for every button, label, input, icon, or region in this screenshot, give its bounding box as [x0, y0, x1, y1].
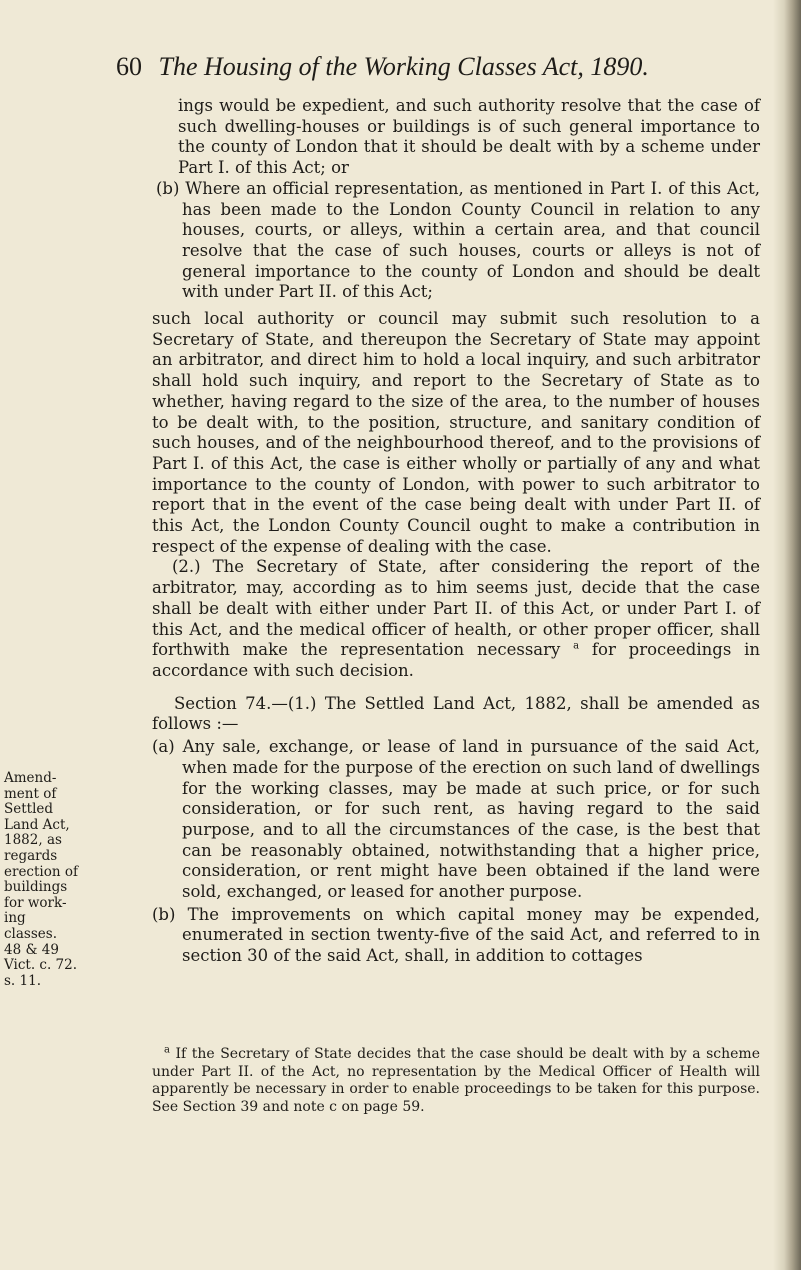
footnote-body: If the Secretary of State decides that the case should be dealt with by a scheme under Part II. of the Act, no representation by the Medical Officer of Health will apparently be necessary in order to enable proceedings to be taken for this purpose. See Section 39 and note c on page 59.: [152, 1046, 760, 1115]
paragraph-2: [152, 557, 760, 681]
side-note-line: Vict. c. 72.: [4, 957, 78, 974]
side-note-line: classes.: [4, 925, 57, 942]
paragraph-2-text-end: for proceedings in accordance with such decision.: [152, 640, 760, 680]
side-note-line: 1882, as: [4, 832, 62, 849]
side-note-line: for work-: [4, 894, 67, 911]
footnote-mark: a: [164, 1044, 170, 1056]
side-note-line: s. 11.: [4, 972, 41, 989]
footnote: [152, 1046, 760, 1116]
side-note: [4, 771, 94, 989]
side-note-line: regards: [4, 847, 58, 864]
clause-b: (b) The improvements on which capital money may be expended, enumerated in section twenty-five of the said Act, and referred to in section 30 of the said Act, shall, in addition to cottages: [152, 904, 760, 966]
paragraph-main: such local authority or council may submit such resolution to a Secretary of State, and thereupon the Secretary of State may appoint an arbitrator, and direct him to hold a local inquiry, and such arbitrator shall hold such inquiry, and report to the Secretary of State as to whether, having regard to the size of the area, to the number of houses to be dealt with, to the position, structure, and sanitary condition of such houses, and of the neighbourhood thereof, and to the provisions of Part I. of this Act, the case is either wholly or partially of any and what importance to the county of London, with power to such arbitrator to report that in the event of the case being dealt with under Part II. of this Act, the London County Council ought to make a contribution in respect of the expense of dealing with the case.: [152, 309, 760, 556]
footnote-reference: a: [573, 640, 580, 652]
paragraph-a-continued: ings would be expedient, and such authority resolve that the case of such dwelling-houses or buildings is of such general importance to the county of London that it should be dealt with by a scheme under Part I. of this Act; or: [178, 96, 760, 178]
main-text: [152, 96, 760, 967]
footnote-text: [152, 1046, 760, 1116]
side-note-line: Land Act,: [4, 816, 70, 833]
paragraph-2-text: (2.) The Secretary of State, after considering the report of the arbitrator, may, according as to him seems just, decide that the case shall be dealt with either under Part II. of this Act, or under Part I. of this Act, and the medical officer of health, or other proper officer, shall forthwith make the representation necessary: [152, 557, 760, 660]
running-header: [116, 52, 756, 82]
section-74: Section 74.—(1.) The Settled Land Act, 1882, shall be amended as follows :—: [152, 693, 760, 734]
page-edge-shadow: [773, 0, 801, 1270]
side-note-line: Amend-: [4, 770, 57, 786]
side-note-line: erection of: [4, 863, 78, 880]
side-note-line: ing: [4, 910, 26, 927]
side-note-line: buildings: [4, 879, 68, 896]
clause-a: (a) Any sale, exchange, or lease of land in pursuance of the said Act, when made for the purpose of the erection on such land of dwellings for the working classes, may be made at such price, or for such consideration, or for such rent, as having regard to the said purpose, and to all the circumstances of the case, is the best that can be reasonably obtained, notwithstanding that a higher price, consideration, or rent might have been obtained if the land were sold, exchanged, or leased for another purpose.: [152, 737, 760, 902]
paragraph-b: (b) Where an official representation, as mentioned in Part I. of this Act, has been made to the London County Council in relation to any houses, courts, or alleys, within a certain area, and that council resolve that the case of such houses, courts or alleys is not of general importance to the county of London and should be dealt with under Part II. of this Act;: [156, 178, 760, 302]
side-note-line: Settled: [4, 801, 54, 818]
side-note-line: 48 & 49: [4, 941, 59, 958]
page-number: 60: [116, 52, 142, 81]
running-title: The Housing of the Working Classes Act, 1890.: [158, 52, 649, 81]
side-note-line: ment of: [4, 785, 57, 802]
